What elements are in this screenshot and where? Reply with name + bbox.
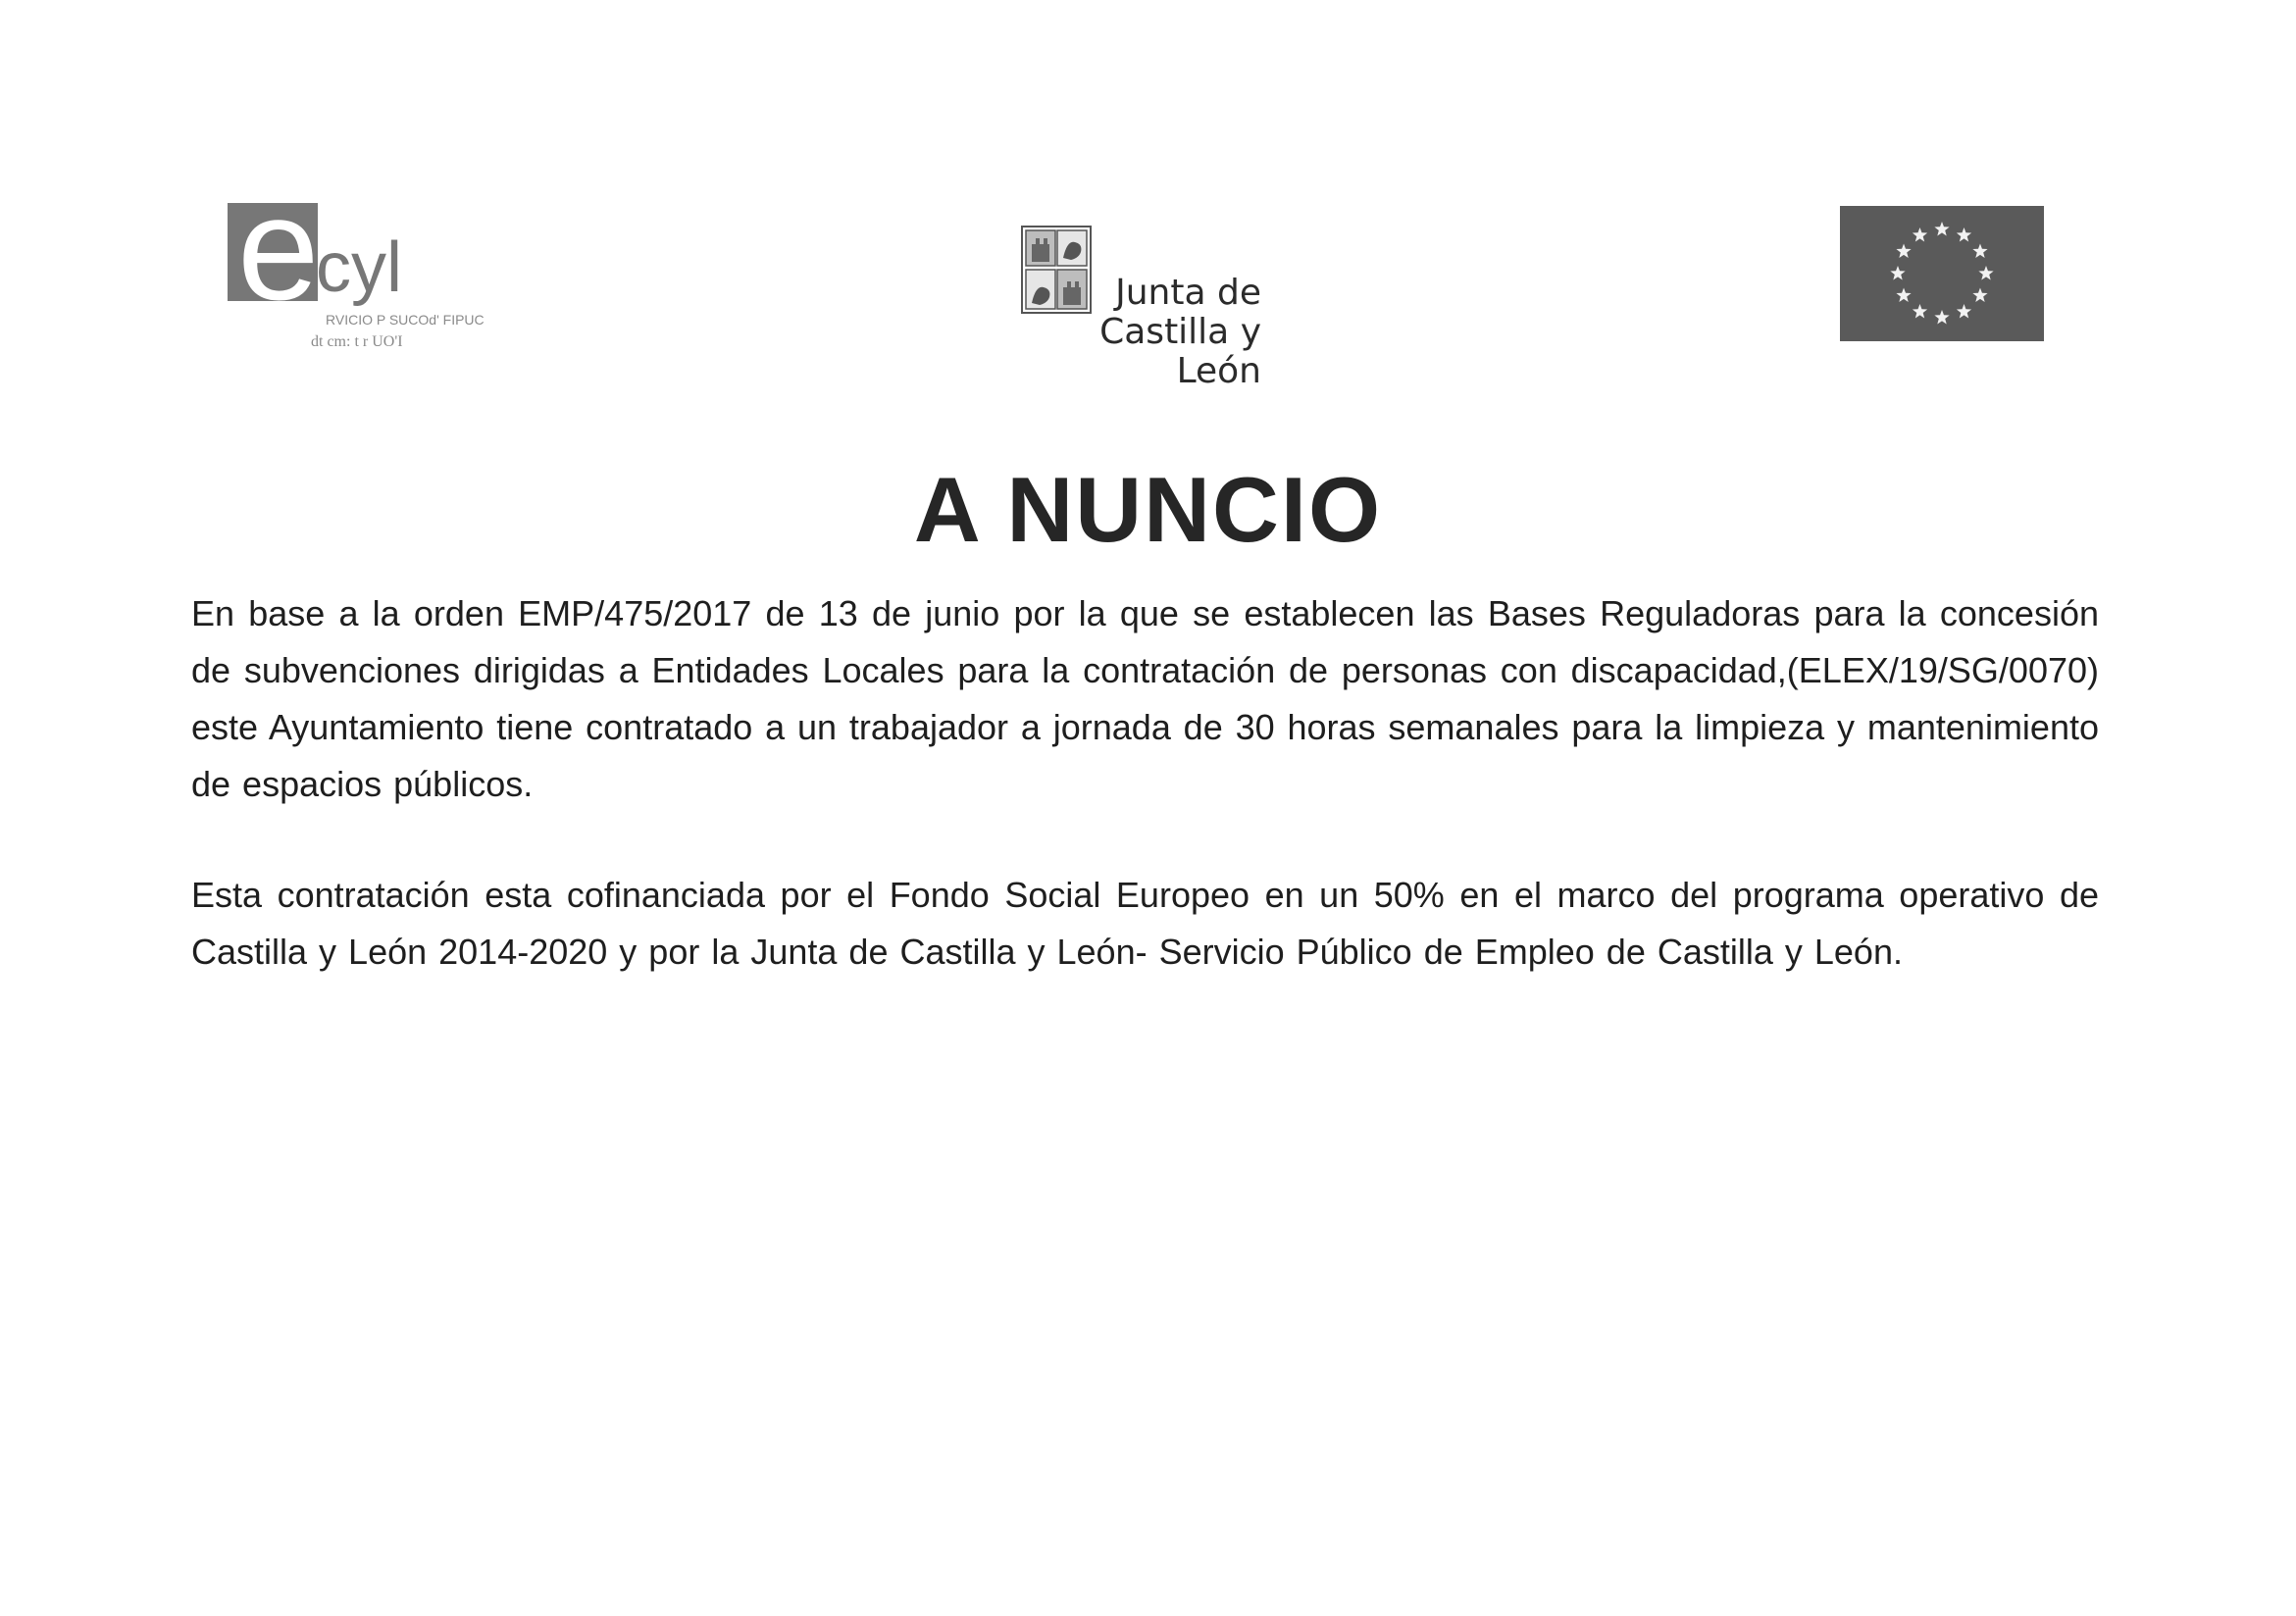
ecyl-logo xyxy=(228,203,522,360)
body-paragraph-2: Esta contratación esta cofinanciada por el Fondo Social Europeo en un 50% en el marco del programa operativo de Castilla y León 2014-2020 y por la Junta de Castilla y León- Servicio Público de Empleo de Castilla y León. xyxy=(191,875,2099,972)
ecyl-logo-cyl: cyl xyxy=(316,228,402,307)
ecyl-logo-graphic xyxy=(228,203,522,360)
junta-logo-text: Junta de Castilla y León xyxy=(1099,273,1261,391)
body-paragraph-1: En base a la orden EMP/475/2017 de 13 de junio por la que se establecen las Bases Reguladoras para la concesión de subvenciones dirigidas a Entidades Locales para la contratación de personas con discapacidad,(ELEX/19/SG/0070) este Ayuntamiento tiene contratado a un trabajador a jornada de 30 horas semanales para la limpieza y mantenimiento de espacios públicos. xyxy=(191,593,2099,804)
page-title: A NUNCIO xyxy=(913,458,1383,561)
junta-castilla-leon-logo xyxy=(1018,225,1263,391)
ecyl-tagline-2: dt cm: t r UO'I xyxy=(311,333,403,350)
european-union-flag xyxy=(1840,206,2044,341)
ecyl-tagline-1: RVICIO P SUCOd' FIPUC xyxy=(326,312,485,328)
ecyl-logo-e: e xyxy=(237,203,320,330)
eu-flag-graphic xyxy=(1840,206,2044,341)
